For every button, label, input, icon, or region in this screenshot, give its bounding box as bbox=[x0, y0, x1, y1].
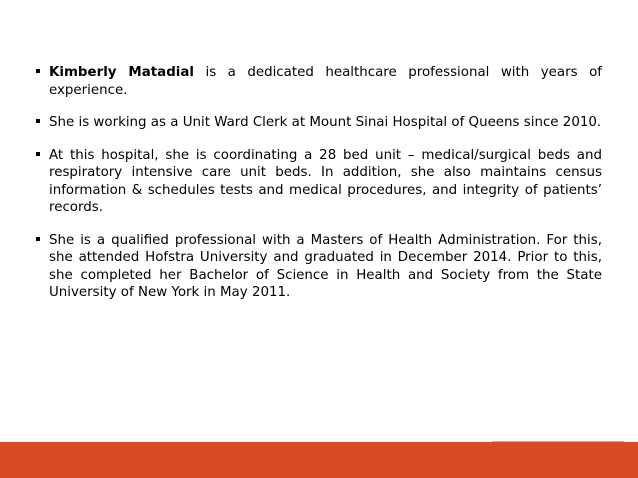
bullet-text: She is working as a Unit Ward Clerk at Mount Sinai Hospital of Queens since 2010. bbox=[49, 115, 602, 130]
bullet-item-2 bbox=[36, 114, 602, 132]
bullet-square-icon bbox=[36, 152, 40, 156]
bullet-item-1 bbox=[36, 64, 602, 99]
bullet-text: is a dedicated healthcare professional with years of experience. bbox=[49, 65, 602, 98]
person-name: Kimberly Matadial bbox=[49, 65, 194, 80]
bullet-square-icon bbox=[36, 69, 40, 73]
bullet-item-4 bbox=[36, 232, 602, 302]
footer-bar bbox=[0, 442, 638, 478]
bullet-square-icon bbox=[36, 119, 40, 123]
bullet-text: At this hospital, she is coordinating a 28 bed unit – medical/surgical beds and respiratory intensive care unit beds. In addition, she also maintains census information & schedules tests and medical procedures, and integrity of patients’ records. bbox=[49, 147, 602, 215]
bullet-text: She is a qualified professional with a Masters of Health Administration. For this, she attended Hofstra University and graduated in December 2014. Prior to this, she completed her Bachelor of Science in Health and Society from the State University of New York in May 2011. bbox=[49, 232, 602, 300]
bullet-square-icon bbox=[36, 237, 40, 241]
bullet-item-3 bbox=[36, 147, 602, 217]
bullet-list bbox=[36, 64, 602, 317]
